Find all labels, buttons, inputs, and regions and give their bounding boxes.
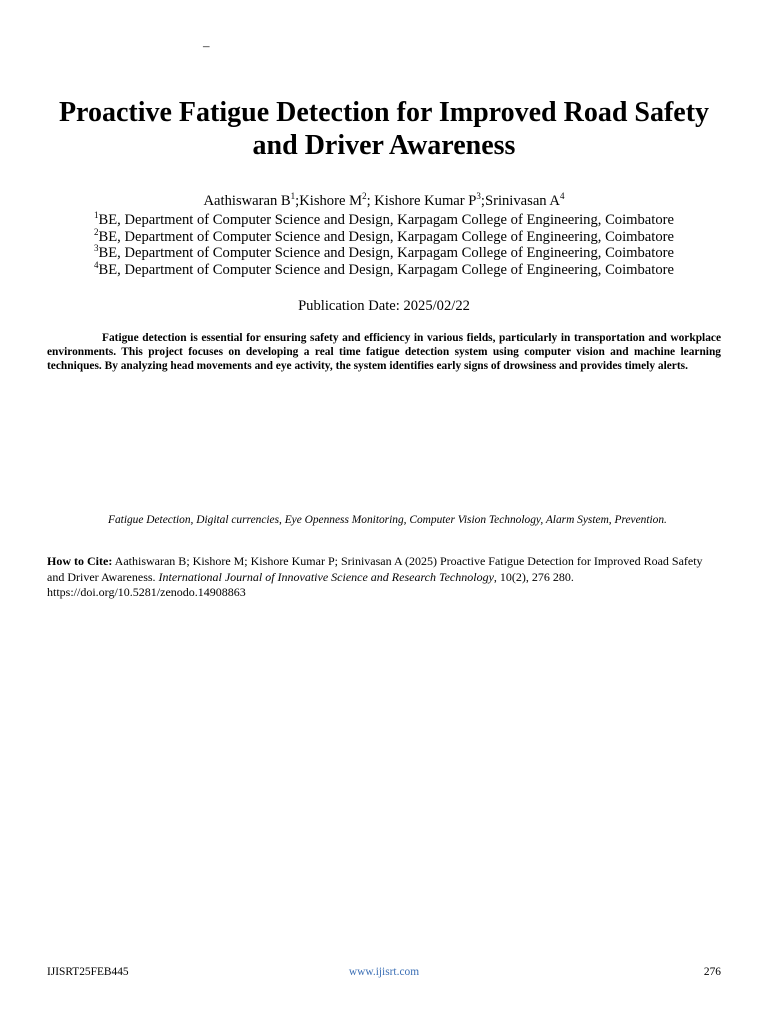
author-superscript: 1	[290, 191, 296, 202]
affiliation-line	[40, 212, 728, 229]
author-superscript: 3	[476, 191, 481, 202]
author-separator: ;	[366, 193, 375, 209]
citation-doi[interactable]: https://doi.org/10.5281/zenodo.14908863	[47, 585, 246, 599]
author-list	[40, 193, 728, 210]
citation-journal: International Journal of Innovative Science and Research Technology	[158, 569, 494, 584]
citation-volume: , 10(2), 276 280.	[493, 569, 574, 584]
abstract: Fatigue detection is essential for ensuring safety and efficiency in various fields, particularly in transportation and workplace environments. This project focuses on developing a real time fatigue detection system using computer vision and machine learning techniques. By analyzing head movements and eye activity, the system identifies early signs of drowsiness and provides timely alerts.	[47, 332, 721, 372]
author-separator: ;	[295, 193, 300, 209]
author-separator: ;	[480, 193, 485, 209]
affiliation-superscript: 1	[94, 210, 99, 221]
affiliation-superscript: 4	[94, 259, 99, 270]
affiliation-text: BE, Department of Computer Science and Design, Karpagam College of Engineering, Coimbatore	[98, 228, 674, 245]
affiliation-superscript: 3	[94, 243, 99, 254]
footer-website-link[interactable]: www.ijisrt.com	[348, 966, 420, 978]
affiliation-line	[40, 226, 728, 246]
author-name: Srinivasan A	[484, 193, 560, 209]
author-superscript: 2	[362, 191, 367, 202]
page-footer	[47, 964, 721, 980]
affiliation-text: BE, Department of Computer Science and Design, Karpagam College of Engineering, Coimbatore	[98, 245, 674, 261]
header-dash: –	[203, 38, 210, 53]
citation	[47, 554, 721, 601]
keywords: Fatigue Detection, Digital currencies, Eye Openness Monitoring, Computer Vision Technology, Alarm System, Prevention.	[108, 514, 667, 526]
affiliation-line	[40, 245, 728, 262]
citation-label: How to Cite:	[47, 554, 113, 568]
author-name: Kishore M	[299, 193, 363, 209]
citation-text: Aathiswaran B; Kishore M; Kishore Kumar P; Srinivasan A (2025) Proactive Fatigue Detection for Improved Road Safety and Driver Awareness.	[47, 554, 703, 584]
paper-title: Proactive Fatigue Detection for Improved Road Safety and Driver Awareness	[58, 97, 710, 161]
author-name: Kishore Kumar P	[374, 193, 477, 209]
author-name: Aathiswaran B	[203, 193, 291, 209]
publication-date: Publication Date: 2025/02/22	[298, 298, 470, 314]
affiliation-text: BE, Department of Computer Science and Design, Karpagam College of Engineering, Coimbatore	[98, 212, 674, 228]
author-superscript: 4	[559, 191, 565, 202]
affiliation-text: BE, Department of Computer Science and Design, Karpagam College of Engineering, Coimbatore	[98, 261, 674, 278]
page-number: 276	[703, 966, 721, 978]
footer-article-id: IJISRT25FEB445	[47, 966, 129, 978]
affiliation-superscript: 2	[94, 226, 99, 237]
affiliation-line	[40, 259, 728, 279]
affiliation-list	[40, 212, 728, 278]
